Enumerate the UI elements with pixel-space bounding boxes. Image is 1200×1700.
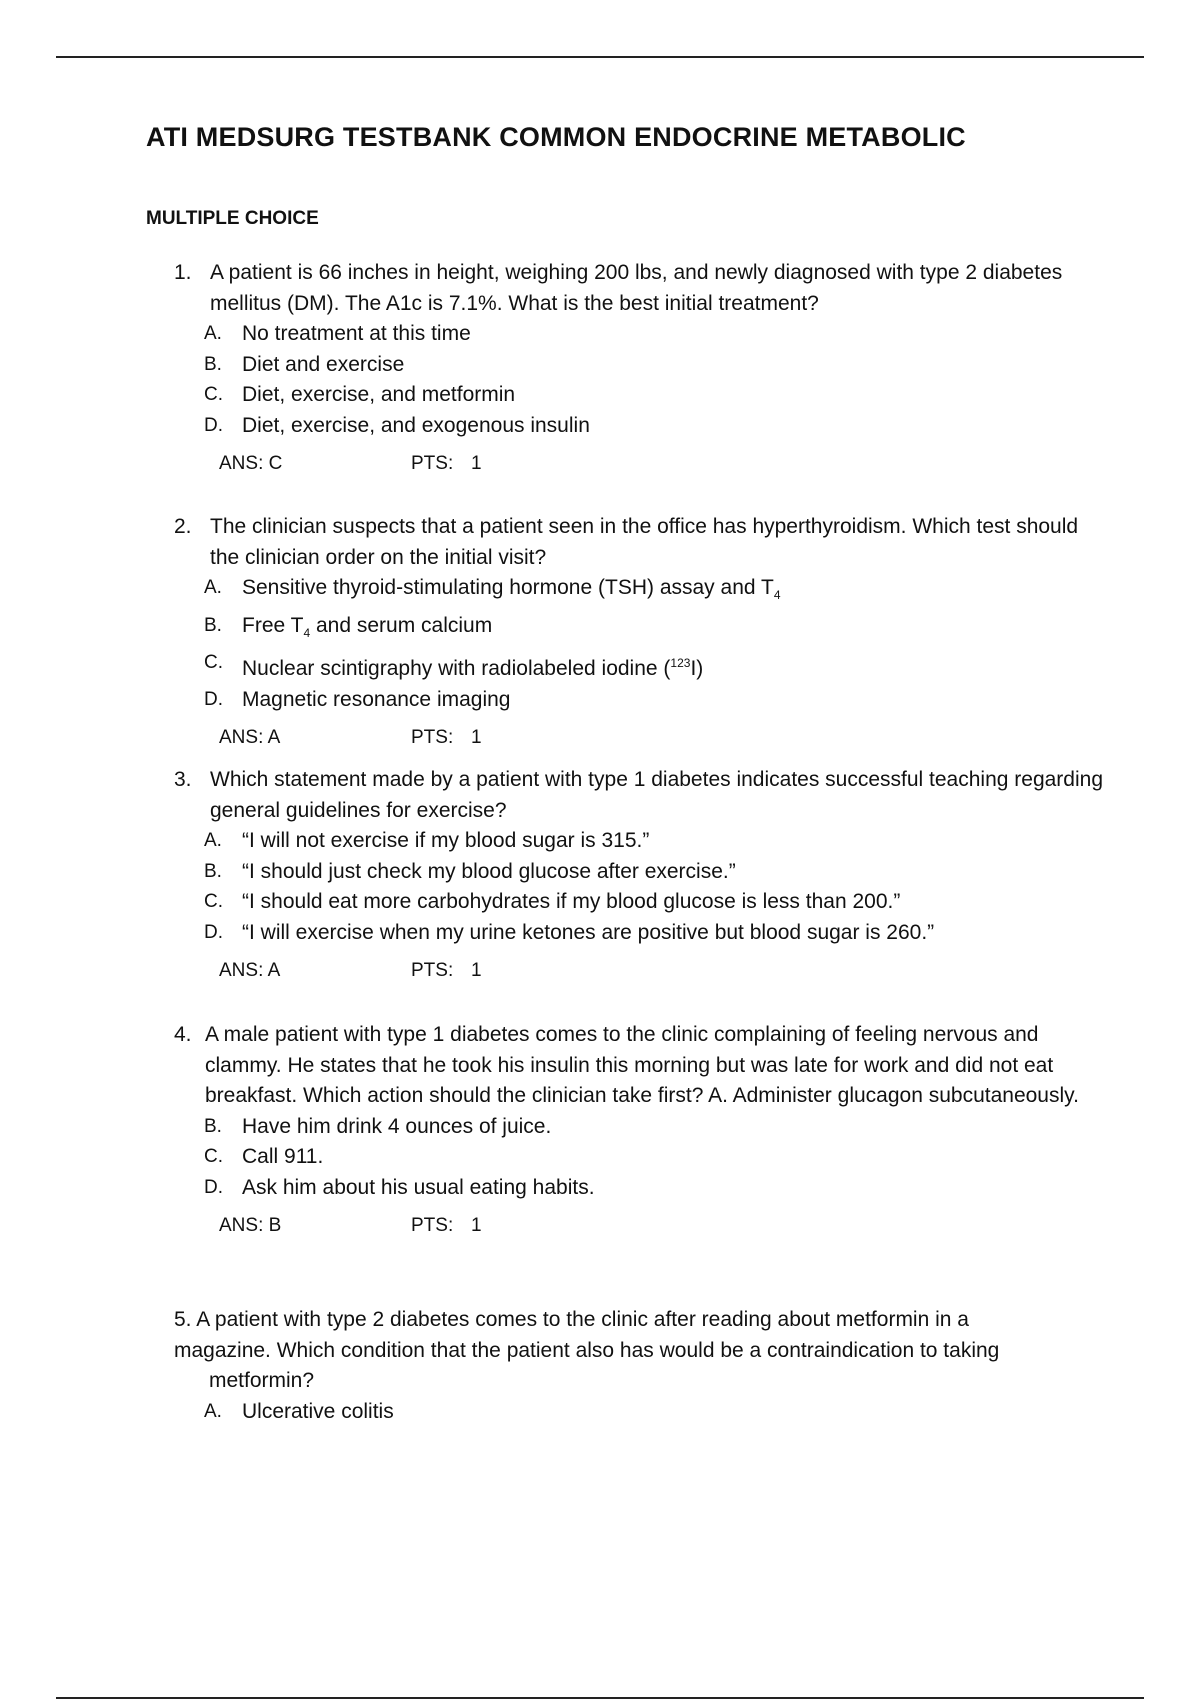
- points-value: 1: [471, 727, 482, 749]
- option-text: Ask him about his usual eating habits.: [242, 1175, 595, 1199]
- question-stem: [174, 512, 1110, 573]
- superscript: 123: [670, 656, 691, 671]
- option-a: [204, 1397, 1200, 1428]
- answer-line: [219, 1211, 1200, 1241]
- option-text: Magnetic resonance imaging: [242, 687, 511, 711]
- option-a: [204, 826, 1200, 857]
- option-letter: A.: [204, 830, 222, 851]
- question-number: 5.: [174, 1308, 192, 1331]
- option-text: Diet, exercise, and metformin: [242, 383, 516, 406]
- question-2: [0, 512, 1200, 753]
- question-text-line-1: [174, 1305, 1074, 1336]
- question-stem: [174, 1020, 1105, 1112]
- answer-key: ANS: B: [219, 1215, 282, 1236]
- option-text: Have him drink 4 ounces of juice.: [242, 1114, 552, 1138]
- question-stem: [174, 1305, 1074, 1397]
- subscript: 4: [303, 625, 311, 640]
- answer-key: ANS: C: [219, 453, 283, 474]
- answer-line: [219, 956, 1200, 986]
- answer-line: [219, 449, 1200, 479]
- option-text: No treatment at this time: [242, 322, 471, 345]
- option-c: [204, 380, 1200, 411]
- option-text: “I should eat more carbohydrates if my blood glucose is less than 200.”: [242, 890, 901, 913]
- question-5: [0, 1305, 1200, 1427]
- question-text: The clinician suspects that a patient seen in the office has hyperthyroidism. Which test should the clinician order on the initial visit?: [210, 515, 1079, 569]
- option-letter: A.: [204, 1400, 222, 1422]
- option-d: [204, 685, 1200, 716]
- question-text-line-2: magazine. Which condition that the patient also has would be a contraindication to taking: [174, 1338, 1000, 1362]
- question-3: [0, 765, 1200, 986]
- option-text: “I should just check my blood glucose after exercise.”: [242, 859, 736, 883]
- question-text: Which statement made by a patient with type 1 diabetes indicates successful teaching regarding general guidelines for exercise?: [210, 768, 1104, 822]
- option-text: Nuclear scintigraphy with radiolabeled iodine (: [242, 657, 671, 681]
- option-letter: C.: [204, 1146, 223, 1167]
- option-c: [204, 887, 1200, 918]
- option-letter: C.: [204, 891, 223, 912]
- option-text-after: and serum calcium: [310, 613, 493, 637]
- option-c: [204, 648, 1200, 685]
- option-text: Diet and exercise: [242, 352, 405, 376]
- points-label: PTS:: [411, 727, 454, 749]
- points-value: 1: [471, 960, 482, 981]
- document-title: ATI MEDSURG TESTBANK COMMON ENDOCRINE METABOLIC: [146, 122, 966, 152]
- option-b: [204, 1112, 1200, 1143]
- points-label: PTS:: [411, 453, 454, 474]
- option-text: Call 911.: [242, 1145, 324, 1168]
- option-text: “I will not exercise if my blood sugar is 315.”: [242, 829, 650, 852]
- option-text: Sensitive thyroid-stimulating hormone (TSH) assay and T: [242, 576, 774, 599]
- question-4: [0, 1020, 1200, 1241]
- points-label: PTS:: [411, 960, 454, 981]
- points-label: PTS:: [411, 1215, 454, 1236]
- option-letter: A.: [204, 323, 222, 344]
- section-heading: MULTIPLE CHOICE: [146, 208, 319, 229]
- option-letter: B.: [204, 1115, 222, 1137]
- option-text: Free T: [242, 613, 304, 637]
- option-d: [204, 1173, 1200, 1204]
- question-number: 2.: [174, 515, 192, 538]
- points-value: 1: [471, 1215, 482, 1236]
- option-letter: A.: [204, 577, 222, 598]
- question-number: 1.: [174, 261, 192, 284]
- option-letter: B.: [204, 614, 222, 636]
- question-stem: [174, 258, 1110, 319]
- option-d: [204, 918, 1200, 949]
- bottom-rule: [56, 1697, 1144, 1699]
- option-letter: B.: [204, 860, 222, 882]
- top-rule: [56, 56, 1144, 58]
- option-letter: D.: [204, 688, 223, 710]
- option-d: [204, 411, 1200, 442]
- option-letter: C.: [204, 652, 223, 674]
- answer-key: ANS: A: [219, 727, 281, 749]
- option-b: [204, 611, 1200, 649]
- question-1: [0, 258, 1200, 479]
- option-letter: D.: [204, 414, 223, 436]
- option-b: [204, 857, 1200, 888]
- answer-key: ANS: A: [219, 960, 281, 981]
- option-b: [204, 350, 1200, 381]
- question-text: A patient with type 2 diabetes comes to the clinic after reading about metformin in a: [196, 1308, 969, 1331]
- option-text: Ulcerative colitis: [242, 1399, 394, 1423]
- option-letter: B.: [204, 353, 222, 375]
- option-letter: D.: [204, 921, 223, 943]
- question-text: A patient is 66 inches in height, weighing 200 lbs, and newly diagnosed with type 2 diabetes mellitus (DM). The A1c is 7.1%. What is the best initial treatment?: [210, 261, 1063, 315]
- question-text-line-3: metformin?: [209, 1369, 315, 1392]
- answer-line: [219, 723, 1200, 753]
- subscript: 4: [773, 588, 781, 603]
- option-text: “I will exercise when my urine ketones are positive but blood sugar is 260.”: [242, 920, 935, 944]
- option-c: [204, 1142, 1200, 1173]
- option-letter: C.: [204, 384, 223, 405]
- question-number: 4.: [174, 1023, 192, 1046]
- question-number: 3.: [174, 768, 192, 791]
- question-text: A male patient with type 1 diabetes comes to the clinic complaining of feeling nervous and clammy. He states that he took his insulin this morning but was late for work and did not eat breakfast. Which action should the clinician take first? A. Administer glucagon subcutaneously.: [205, 1023, 1079, 1107]
- question-stem: [174, 765, 1110, 826]
- option-text-after: I): [690, 657, 704, 681]
- option-a: [204, 319, 1200, 350]
- option-letter: D.: [204, 1176, 223, 1198]
- points-value: 1: [471, 453, 482, 474]
- option-a: [204, 573, 1200, 611]
- option-text: Diet, exercise, and exogenous insulin: [242, 413, 590, 437]
